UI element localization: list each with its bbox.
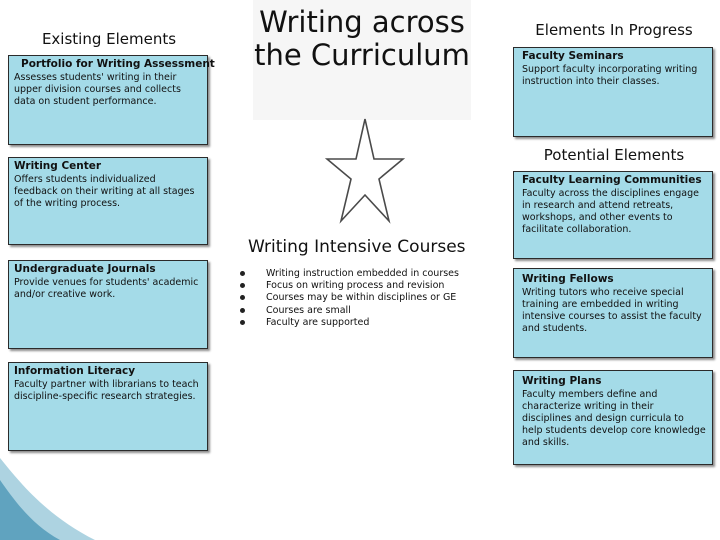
item-title: Portfolio for Writing Assessment: [21, 58, 215, 70]
item-text: Writing tutors who receive special training are embedded in writing intensive courses to assist the faculty and students.: [522, 287, 702, 334]
bullet-icon: [240, 283, 245, 288]
list-item: Focus on writing process and revision: [240, 280, 459, 292]
bullet-icon: [240, 320, 245, 325]
item-title: Faculty Learning Communities: [522, 174, 702, 186]
item-text: Offers students individualized feedback on their writing at all stages of the writing process.: [14, 174, 195, 209]
heading-potential-elements: Potential Elements: [543, 146, 685, 164]
page-title: Writing across the Curriculum: [254, 5, 470, 72]
item-text: Faculty partner with librarians to teach discipline-specific research strategies.: [14, 379, 199, 402]
existing-item-undergraduate-journals: [8, 260, 208, 349]
potential-item-writing-plans: [513, 370, 713, 465]
item-title: Faculty Seminars: [522, 50, 624, 62]
list-item: Courses may be within disciplines or GE: [240, 292, 459, 304]
list-item: Faculty are supported: [240, 317, 459, 329]
star-icon: [325, 115, 405, 231]
item-title: Undergraduate Journals: [14, 263, 156, 275]
item-text: Provide venues for students' academic and/or creative work.: [14, 277, 199, 300]
existing-item-writing-center: [8, 157, 208, 245]
item-text: Faculty members define and characterize writing in their disciplines and design curricula to help students develop core knowledge and skills.: [522, 389, 706, 448]
list-item: Courses are small: [240, 305, 459, 317]
bullet-icon: [240, 308, 245, 313]
writing-intensive-courses-list: [240, 268, 459, 329]
item-title: Writing Fellows: [522, 273, 614, 285]
item-text: Faculty across the disciplines engage in research and attend retreats, workshops, and other events to facilitate collaboration.: [522, 188, 699, 235]
item-text: Support faculty incorporating writing instruction into their classes.: [522, 64, 698, 87]
heading-elements-in-progress: Elements In Progress: [535, 21, 693, 39]
item-title: Writing Center: [14, 160, 102, 172]
heading-existing-elements: Existing Elements: [41, 30, 177, 48]
existing-item-information-literacy: [8, 362, 208, 451]
item-text: Assesses students' writing in their upper division courses and collects data on student performance.: [14, 72, 181, 107]
writing-intensive-courses-heading: Writing Intensive Courses: [248, 237, 466, 257]
potential-item-writing-fellows: [513, 268, 713, 358]
in-progress-item-faculty-seminars: [513, 47, 713, 137]
existing-item-portfolio: [8, 55, 215, 145]
item-title: Writing Plans: [522, 375, 602, 387]
potential-item-faculty-learning-communities: [513, 171, 713, 259]
corner-decoration: [0, 440, 140, 540]
list-item: Writing instruction embedded in courses: [240, 268, 459, 280]
bullet-icon: [240, 271, 245, 276]
bullet-icon: [240, 295, 245, 300]
item-title: Information Literacy: [14, 365, 136, 377]
